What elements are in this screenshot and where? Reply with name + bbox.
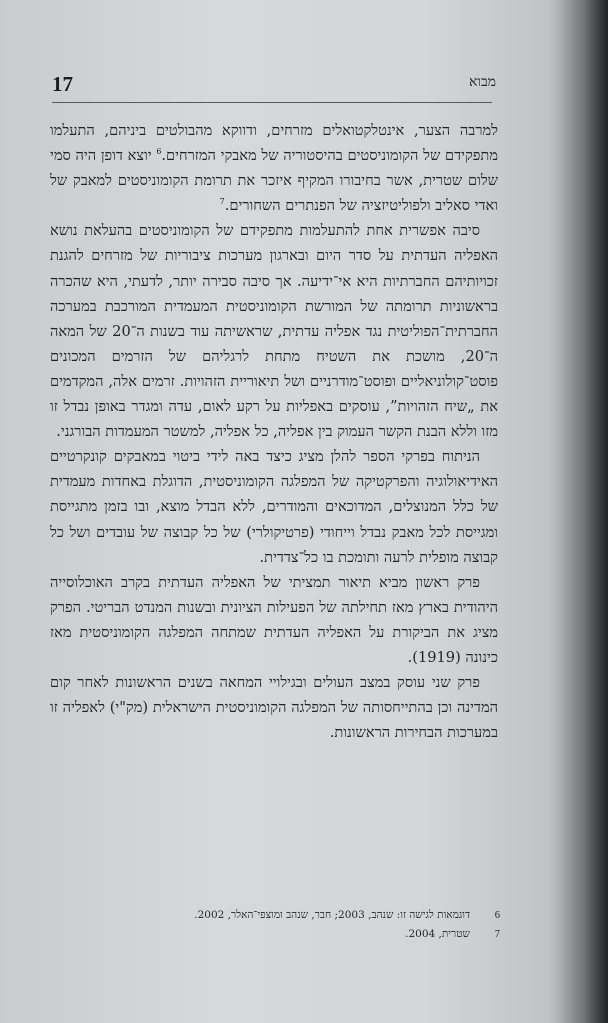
header-rule — [52, 102, 492, 103]
page-edge-shadow — [548, 0, 608, 1023]
paragraph-1-text: למרבה הצער, אינטלקטואלים מזרחים, ודווקא מהבולטים ביניהם, התעלמו מתפקידם של הקומוניסטים בהיסטוריה של מאבקי המזרחים. — [50, 122, 498, 165]
footnote-6 — [60, 906, 500, 925]
footnote-7 — [60, 925, 500, 944]
running-head: מבוא — [468, 74, 496, 90]
paragraph-1 — [50, 118, 498, 218]
footnote-text: דוגמאות לגישה זו: שנהב, 2003; חבר, שנהב ומוצפי־האלר, 2002. — [194, 909, 470, 921]
paragraph-4: פרק ראשון מביא תיאור תמציתי של האפליה העדתית בקרב האוכלוסייה היהודית בארץ מאז תחילתה של הפעילות הציונית ובשנות המנדט הבריטי. הפרק מציג את הביקורת על האפליה העדתית שמתחה המפלגה הקומוניסטית מאז כינונה (1919). — [50, 573, 498, 666]
footnote-number: 6 — [494, 910, 500, 921]
paragraph-5: פרק שני עוסק במצב העולים ובגילויי המחאה בשנים הראשונות לאחר קום המדינה וכן בהתייחסותה של המפלגה הקומוניסטית הישראלית (מק"י) לאפליה זו במערכות הבחירות הראשונות. — [50, 674, 498, 742]
paragraph-2: סיבה אפשרית אחת להתעלמות מתפקידם של הקומוניסטים בהעלאת נושא האפליה העדתית על סדר היום ובארגון מערכות ציבוריות של מזרחים להגנת זכויותיהם החברתיות היא אי־ידיעה. אך סיבה סבירה יותר, לדעתי, היא שהכרה בראשוניות תרומתה של המורשת הקומוניסטית המעמדית המורכבת במערכה החברתית־הפוליטית נגד אפליה עדתית, שראשיתה עוד בשנות ה־20 של המאה ה־20, מושכת את השטיח מתחת לרגליהם של הזרמים המכונים פוסט־קולוניאליים ופוסט־מודרניים ושל תיאוריית הזהויות. זרמים אלה, המקדמים את „שיח הזהויות”, עוסקים באפליות על רקע לאום, עדה ומגדר באופן נבדל זו מזו וללא הבנת הקשר העמוק בין אפליה, כל אפליה, למשטר המעמדות הבורגני. — [50, 222, 499, 441]
page-number: 17 — [52, 72, 73, 96]
paragraph-1-text-cont: יוצא דופן היה סמי שלום שטרית, אשר בחיבורו המקיף איזכר את תרומת הקומוניסטים למאבק של ואדי סאליב ולפוליטיזציה של הפנתרים השחורים. — [50, 147, 498, 215]
footnote-ref-6: 6 — [156, 147, 162, 157]
footnote-number: 7 — [494, 929, 500, 940]
footnotes — [60, 906, 500, 944]
body-text — [50, 118, 498, 745]
paragraph-3: הניתוח בפרקי הספר להלן מציג כיצד באה לידי ביטוי במאבקים קונקרטיים האידיאולוגיה והפרקטיקה של המפלגה הקומוניסטית, הדוגלת באחדות מעמדית של כלל המנוצלים, המדוכאים והמודרים, ללא הבדל מוצא, ובו בזמן מתגייסת ומגייסת לכל מאבק נבדל וייחודי (פרטיקולרי) של כל קבוצה של עובדים ושל כל קבוצה מופלית לרעה ותומכת בו כל־צדדית. — [50, 448, 498, 566]
footnote-text: שטרית, 2004. — [405, 928, 470, 940]
footnote-ref-7: 7 — [219, 197, 225, 207]
